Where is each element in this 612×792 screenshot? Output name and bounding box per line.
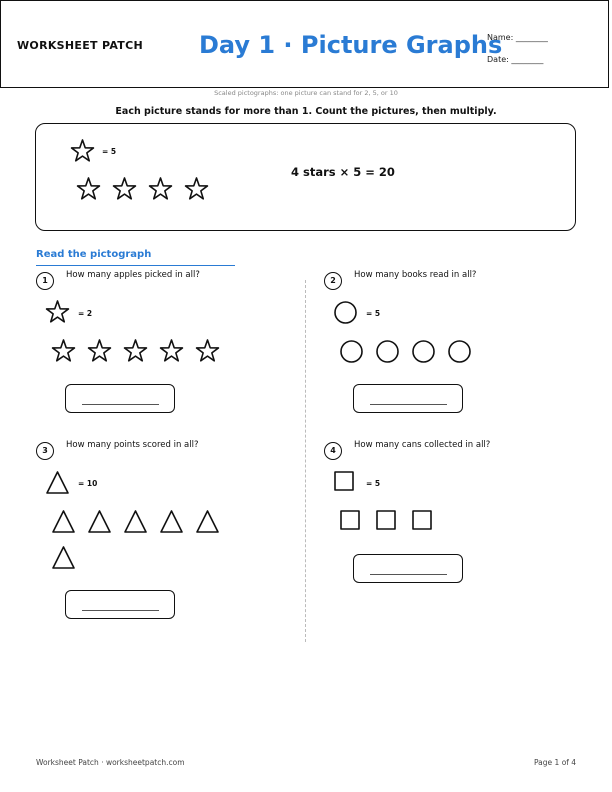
star-icon	[160, 340, 183, 363]
triangle-icon	[52, 546, 75, 569]
circle-icon	[340, 340, 363, 363]
answer-box[interactable]	[353, 384, 463, 413]
circle-icon	[448, 340, 471, 363]
key-label: = 2	[78, 309, 93, 318]
circle-icon	[412, 340, 435, 363]
triangle-icon	[124, 510, 147, 533]
question-text: How many books read in all?	[354, 270, 477, 280]
key-label: = 5	[102, 147, 117, 156]
question-number: 1	[36, 272, 54, 290]
key-label: = 10	[78, 479, 98, 488]
square-icon	[340, 510, 360, 530]
question-3	[36, 440, 296, 610]
worksheet-header	[0, 0, 609, 88]
star-icon	[196, 340, 219, 363]
circle-icon	[376, 340, 399, 363]
name-field-label: Name: ________	[487, 33, 548, 42]
triangle-icon	[52, 510, 75, 533]
question-1	[36, 270, 296, 440]
triangle-icon	[196, 510, 219, 533]
square-icon	[334, 471, 354, 491]
question-text: How many cans collected in all?	[354, 440, 491, 450]
triangle-icon	[88, 510, 111, 533]
question-number: 3	[36, 442, 54, 460]
triangle-icon	[160, 510, 183, 533]
question-text: How many points scored in all?	[66, 440, 199, 450]
question-number: 2	[324, 272, 342, 290]
star-icon	[52, 340, 75, 363]
column-divider	[305, 280, 306, 642]
key-label: = 5	[366, 309, 381, 318]
circle-icon	[334, 301, 357, 324]
example-equation: 4 stars × 5 = 20	[291, 165, 395, 179]
star-icon	[124, 340, 147, 363]
square-icon	[376, 510, 396, 530]
star-icon	[46, 301, 69, 324]
answer-box[interactable]	[353, 554, 463, 583]
answer-line	[82, 610, 159, 611]
instructions: Each picture stands for more than 1. Count the pictures, then multiply.	[115, 106, 497, 117]
answer-line	[82, 404, 159, 405]
star-icon	[77, 178, 100, 201]
page-subtitle: Scaled pictographs: one picture can stand for 2, 5, or 10	[214, 89, 398, 97]
star-icon	[88, 340, 111, 363]
square-icon	[412, 510, 432, 530]
key-label: = 5	[366, 479, 381, 488]
footer-page-number: Page 1 of 4	[534, 758, 577, 767]
brand-name: WORKSHEET PATCH	[17, 39, 143, 52]
answer-box[interactable]	[65, 590, 175, 619]
star-icon	[149, 178, 172, 201]
question-number: 4	[324, 442, 342, 460]
star-icon	[113, 178, 136, 201]
date-field-label: Date: ________	[487, 55, 544, 64]
triangle-icon	[46, 471, 69, 494]
section-title: Read the pictograph	[36, 249, 235, 266]
answer-line	[370, 574, 447, 575]
worked-example-box	[35, 123, 576, 231]
question-4	[324, 440, 584, 610]
question-2	[324, 270, 584, 440]
star-icon	[71, 140, 94, 163]
footer-site: Worksheet Patch · worksheetpatch.com	[36, 758, 185, 767]
question-text: How many apples picked in all?	[66, 270, 200, 280]
answer-line	[370, 404, 447, 405]
answer-box[interactable]	[65, 384, 175, 413]
star-icon	[185, 178, 208, 201]
page-title: Day 1 · Picture Graphs	[199, 31, 503, 59]
